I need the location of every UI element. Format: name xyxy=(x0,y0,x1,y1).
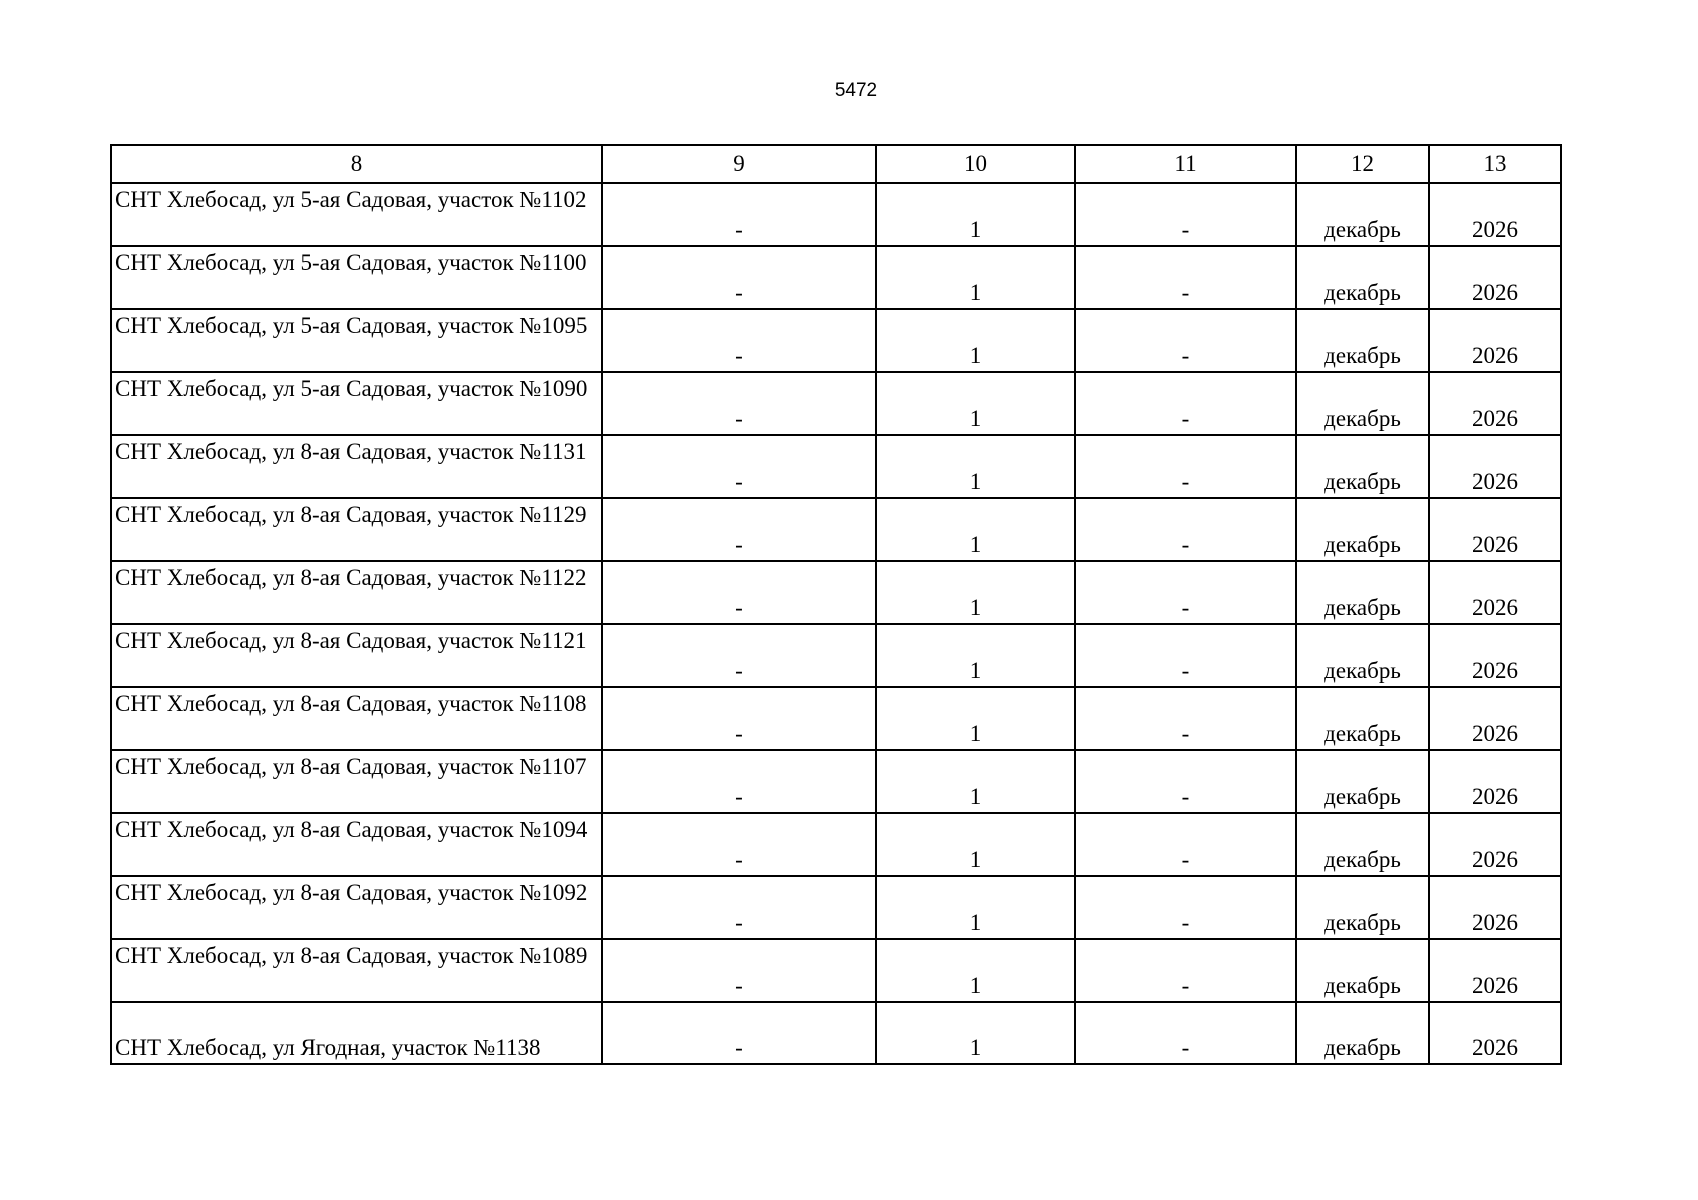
table-row xyxy=(111,750,1561,813)
col10-cell: 1 xyxy=(876,624,1075,687)
col10-cell: 1 xyxy=(876,498,1075,561)
col10-cell: 1 xyxy=(876,1002,1075,1064)
month-cell: декабрь xyxy=(1296,435,1429,498)
address-cell: СНТ Хлебосад, ул 8-ая Садовая, участок №1131 xyxy=(111,435,602,498)
address-cell: СНТ Хлебосад, ул 8-ая Садовая, участок №1122 xyxy=(111,561,602,624)
table-row xyxy=(111,183,1561,246)
column-header-12: 12 xyxy=(1296,145,1429,183)
address-cell: СНТ Хлебосад, ул Ягодная, участок №1138 xyxy=(111,1002,602,1064)
table-row xyxy=(111,561,1561,624)
year-cell: 2026 xyxy=(1429,687,1561,750)
col11-cell: - xyxy=(1075,246,1296,309)
table-row xyxy=(111,624,1561,687)
month-cell: декабрь xyxy=(1296,939,1429,1002)
year-cell: 2026 xyxy=(1429,246,1561,309)
table-row xyxy=(111,813,1561,876)
month-cell: декабрь xyxy=(1296,561,1429,624)
address-cell: СНТ Хлебосад, ул 8-ая Садовая, участок №1089 xyxy=(111,939,602,1002)
address-cell: СНТ Хлебосад, ул 5-ая Садовая, участок №1100 xyxy=(111,246,602,309)
month-cell: декабрь xyxy=(1296,750,1429,813)
col9-cell: - xyxy=(602,687,876,750)
col9-cell: - xyxy=(602,435,876,498)
table-body xyxy=(111,183,1561,1064)
col9-cell: - xyxy=(602,372,876,435)
year-cell: 2026 xyxy=(1429,372,1561,435)
year-cell: 2026 xyxy=(1429,1002,1561,1064)
address-cell: СНТ Хлебосад, ул 8-ая Садовая, участок №1092 xyxy=(111,876,602,939)
column-header-10: 10 xyxy=(876,145,1075,183)
year-cell: 2026 xyxy=(1429,183,1561,246)
col11-cell: - xyxy=(1075,372,1296,435)
address-cell: СНТ Хлебосад, ул 5-ая Садовая, участок №1090 xyxy=(111,372,602,435)
table-row xyxy=(111,498,1561,561)
address-cell: СНТ Хлебосад, ул 8-ая Садовая, участок №1121 xyxy=(111,624,602,687)
month-cell: декабрь xyxy=(1296,1002,1429,1064)
col9-cell: - xyxy=(602,813,876,876)
col10-cell: 1 xyxy=(876,687,1075,750)
table-row xyxy=(111,435,1561,498)
col9-cell: - xyxy=(602,939,876,1002)
schedule-table xyxy=(110,144,1562,1065)
col11-cell: - xyxy=(1075,750,1296,813)
month-cell: декабрь xyxy=(1296,813,1429,876)
table-header-row xyxy=(111,145,1561,183)
year-cell: 2026 xyxy=(1429,624,1561,687)
table-row xyxy=(111,246,1561,309)
year-cell: 2026 xyxy=(1429,939,1561,1002)
table-row xyxy=(111,372,1561,435)
month-cell: декабрь xyxy=(1296,246,1429,309)
col9-cell: - xyxy=(602,309,876,372)
year-cell: 2026 xyxy=(1429,561,1561,624)
col10-cell: 1 xyxy=(876,813,1075,876)
col11-cell: - xyxy=(1075,813,1296,876)
year-cell: 2026 xyxy=(1429,750,1561,813)
year-cell: 2026 xyxy=(1429,876,1561,939)
address-cell: СНТ Хлебосад, ул 8-ая Садовая, участок №1108 xyxy=(111,687,602,750)
col9-cell: - xyxy=(602,183,876,246)
table-row xyxy=(111,687,1561,750)
col11-cell: - xyxy=(1075,309,1296,372)
column-header-11: 11 xyxy=(1075,145,1296,183)
col11-cell: - xyxy=(1075,183,1296,246)
col9-cell: - xyxy=(602,561,876,624)
col10-cell: 1 xyxy=(876,372,1075,435)
col11-cell: - xyxy=(1075,624,1296,687)
table-row xyxy=(111,876,1561,939)
col9-cell: - xyxy=(602,1002,876,1064)
table-row xyxy=(111,1002,1561,1064)
month-cell: декабрь xyxy=(1296,183,1429,246)
address-cell: СНТ Хлебосад, ул 5-ая Садовая, участок №1095 xyxy=(111,309,602,372)
col11-cell: - xyxy=(1075,435,1296,498)
address-cell: СНТ Хлебосад, ул 5-ая Садовая, участок №1102 xyxy=(111,183,602,246)
col11-cell: - xyxy=(1075,939,1296,1002)
table-row xyxy=(111,309,1561,372)
month-cell: декабрь xyxy=(1296,687,1429,750)
column-header-8: 8 xyxy=(111,145,602,183)
year-cell: 2026 xyxy=(1429,813,1561,876)
col10-cell: 1 xyxy=(876,435,1075,498)
col11-cell: - xyxy=(1075,876,1296,939)
table-row xyxy=(111,939,1561,1002)
col10-cell: 1 xyxy=(876,309,1075,372)
address-cell: СНТ Хлебосад, ул 8-ая Садовая, участок №1107 xyxy=(111,750,602,813)
col10-cell: 1 xyxy=(876,750,1075,813)
year-cell: 2026 xyxy=(1429,498,1561,561)
year-cell: 2026 xyxy=(1429,309,1561,372)
address-cell: СНТ Хлебосад, ул 8-ая Садовая, участок №1094 xyxy=(111,813,602,876)
col10-cell: 1 xyxy=(876,246,1075,309)
col10-cell: 1 xyxy=(876,876,1075,939)
col11-cell: - xyxy=(1075,561,1296,624)
col11-cell: - xyxy=(1075,687,1296,750)
col9-cell: - xyxy=(602,624,876,687)
month-cell: декабрь xyxy=(1296,372,1429,435)
col11-cell: - xyxy=(1075,498,1296,561)
column-header-13: 13 xyxy=(1429,145,1561,183)
col9-cell: - xyxy=(602,246,876,309)
column-header-9: 9 xyxy=(602,145,876,183)
month-cell: декабрь xyxy=(1296,876,1429,939)
month-cell: декабрь xyxy=(1296,498,1429,561)
month-cell: декабрь xyxy=(1296,624,1429,687)
col11-cell: - xyxy=(1075,1002,1296,1064)
year-cell: 2026 xyxy=(1429,435,1561,498)
page-number: 5472 xyxy=(834,80,878,101)
month-cell: декабрь xyxy=(1296,309,1429,372)
col9-cell: - xyxy=(602,750,876,813)
col10-cell: 1 xyxy=(876,183,1075,246)
col9-cell: - xyxy=(602,876,876,939)
address-cell: СНТ Хлебосад, ул 8-ая Садовая, участок №1129 xyxy=(111,498,602,561)
col10-cell: 1 xyxy=(876,939,1075,1002)
col10-cell: 1 xyxy=(876,561,1075,624)
col9-cell: - xyxy=(602,498,876,561)
